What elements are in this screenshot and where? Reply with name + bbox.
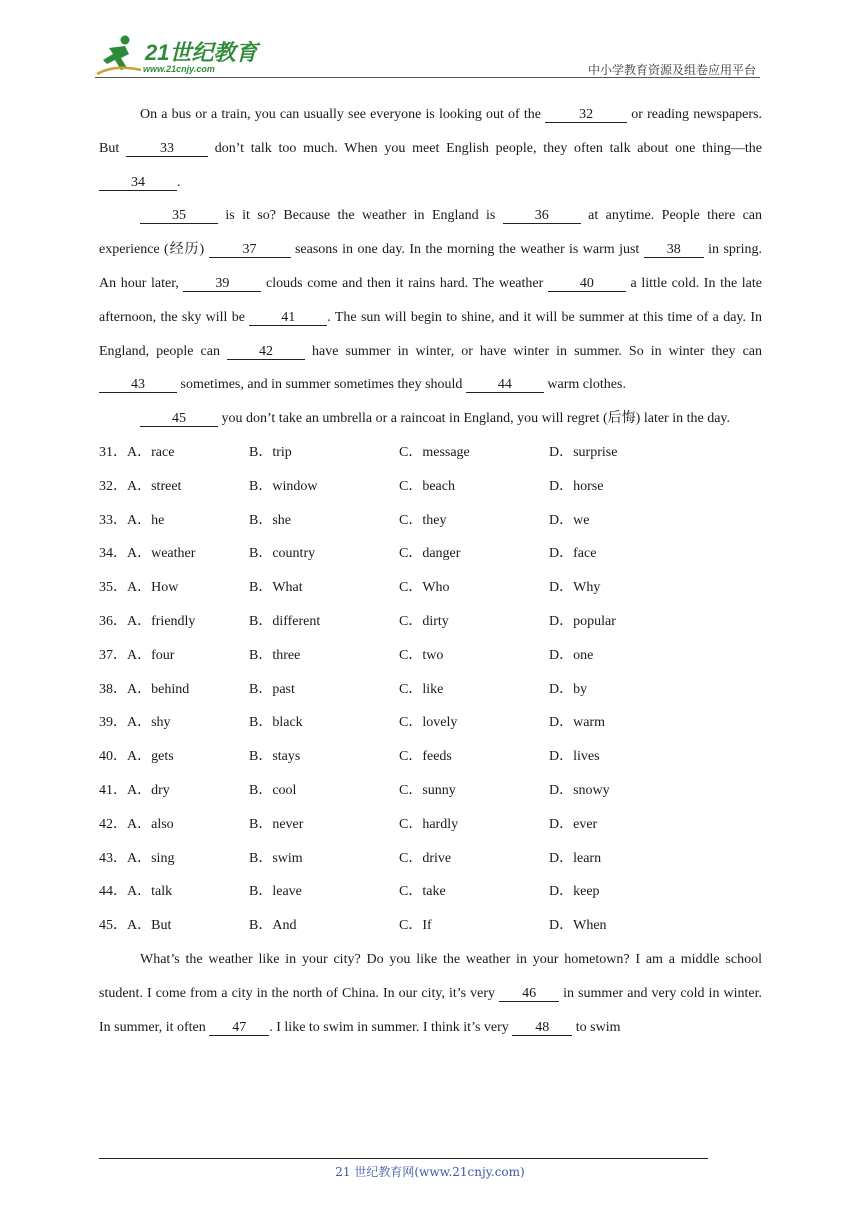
option-d: D．When bbox=[549, 918, 607, 934]
option-d: D．face bbox=[549, 546, 597, 562]
question-number: 33． bbox=[99, 512, 127, 528]
blank-44: 44 bbox=[466, 377, 544, 393]
option-c: C．two bbox=[399, 647, 444, 663]
passage-text: seasons in one day. In the morning the weather is warm just bbox=[290, 242, 644, 258]
paragraph bbox=[99, 199, 762, 402]
question-number: 36． bbox=[99, 613, 127, 629]
question-row bbox=[99, 909, 762, 943]
blank-36: 36 bbox=[503, 208, 581, 224]
blank-43: 43 bbox=[99, 377, 177, 393]
option-c: C．danger bbox=[399, 546, 461, 562]
option-a bbox=[99, 774, 170, 808]
question-row bbox=[99, 436, 762, 470]
option-a-text: A．weather bbox=[127, 546, 196, 562]
passage-text: a little cold. In the late afternoon, the sky will be bbox=[99, 275, 762, 325]
passage-text: is it so? Because the weather in England is bbox=[218, 208, 503, 224]
passage-text: or reading newspapers. But bbox=[99, 107, 763, 156]
option-a-text: A．dry bbox=[127, 782, 170, 798]
page-header bbox=[95, 30, 760, 78]
option-a bbox=[99, 740, 174, 774]
blank-41: 41 bbox=[249, 310, 327, 326]
question-number: 32． bbox=[99, 478, 127, 494]
option-d: D．ever bbox=[549, 816, 598, 832]
passage-2 bbox=[99, 943, 762, 1044]
passage-text: . I like to swim in summer. I think it’s very bbox=[269, 1019, 513, 1035]
option-a-text: A．friendly bbox=[127, 613, 196, 629]
option-c: C．dirty bbox=[399, 613, 449, 629]
option-c: C．they bbox=[399, 512, 447, 528]
option-a bbox=[99, 605, 195, 639]
passage-text: On a bus or a train, you can usually see everyone is looking out of the bbox=[140, 107, 546, 122]
option-d: D．learn bbox=[549, 850, 602, 866]
passage-text: warm clothes. bbox=[543, 377, 626, 393]
option-c: C．message bbox=[399, 444, 470, 460]
paragraph bbox=[99, 402, 762, 436]
question-number: 38． bbox=[99, 681, 127, 697]
question-row bbox=[99, 470, 762, 504]
option-a bbox=[99, 909, 171, 943]
option-b: B．swim bbox=[249, 850, 303, 866]
option-d: D．by bbox=[549, 681, 588, 697]
option-a bbox=[99, 537, 195, 571]
option-d: D．one bbox=[549, 647, 594, 663]
option-b: B．stays bbox=[249, 749, 301, 765]
blank-46: 46 bbox=[499, 986, 559, 1002]
option-b: B．cool bbox=[249, 782, 297, 798]
blank-42: 42 bbox=[227, 344, 305, 360]
option-d: D．horse bbox=[549, 478, 604, 494]
header-divider bbox=[95, 77, 760, 78]
option-c: C．hardly bbox=[399, 816, 459, 832]
option-c: C．sunny bbox=[399, 782, 456, 798]
option-a bbox=[99, 842, 174, 876]
question-number: 34． bbox=[99, 546, 127, 562]
question-row bbox=[99, 504, 762, 538]
passage-text: What’s the weather like in your city? Do you like the weather in your hometown? I am a middle school student. I come from a city in the north of China. In our city, it’s very bbox=[99, 951, 762, 1001]
blank-35: 35 bbox=[140, 208, 218, 224]
question-row bbox=[99, 571, 762, 605]
option-c: C．If bbox=[399, 918, 432, 934]
passage-text: to swim bbox=[572, 1019, 621, 1035]
option-d: D．we bbox=[549, 512, 590, 528]
option-a bbox=[99, 808, 174, 842]
question-number: 39． bbox=[99, 715, 127, 731]
question-row bbox=[99, 706, 762, 740]
option-a-text: A．talk bbox=[127, 884, 173, 900]
option-a-text: A．gets bbox=[127, 749, 174, 765]
option-b: B．trip bbox=[249, 444, 292, 460]
option-b: B．leave bbox=[249, 884, 302, 900]
option-a-text: A．street bbox=[127, 478, 182, 494]
question-number: 42． bbox=[99, 816, 127, 832]
header-platform-title: 中小学教育资源及组卷应用平台 bbox=[587, 63, 756, 77]
passage-text: in spring. An hour later, bbox=[99, 242, 762, 291]
options-list bbox=[99, 436, 762, 943]
option-b: B．past bbox=[249, 681, 295, 697]
option-b: B．And bbox=[249, 918, 297, 934]
question-row bbox=[99, 639, 762, 673]
blank-47: 47 bbox=[209, 1020, 269, 1036]
paragraph bbox=[99, 98, 762, 199]
footer-text: 21 世纪教育网(www.21cnjy.com) bbox=[335, 1165, 525, 1179]
blank-40: 40 bbox=[548, 276, 626, 292]
option-a-text: A．he bbox=[127, 512, 165, 528]
option-b: B．different bbox=[249, 613, 321, 629]
option-d: D．surprise bbox=[549, 444, 618, 460]
passage-text: don’t talk too much. When you meet English people, they often talk about one thing—the bbox=[207, 140, 763, 156]
footer-divider bbox=[99, 1158, 708, 1159]
option-a-text: A．behind bbox=[127, 681, 190, 697]
document-body bbox=[99, 98, 762, 1044]
option-a-text: A．also bbox=[127, 816, 174, 832]
option-d: D．popular bbox=[549, 613, 616, 629]
option-d: D．Why bbox=[549, 580, 601, 596]
question-number: 45． bbox=[99, 918, 127, 934]
passage-1 bbox=[99, 98, 762, 436]
logo-text: 21世纪教育 bbox=[145, 40, 258, 65]
option-b: B．country bbox=[249, 546, 316, 562]
question-row bbox=[99, 740, 762, 774]
option-b: B．she bbox=[249, 512, 291, 528]
passage-text: you don’t take an umbrella or a raincoat in England, you will regret (后悔) later in the day. bbox=[218, 411, 731, 427]
question-number: 31． bbox=[99, 444, 127, 460]
option-d: D．warm bbox=[549, 715, 605, 731]
option-a-text: A．four bbox=[127, 647, 175, 663]
option-a bbox=[99, 673, 189, 707]
question-number: 41． bbox=[99, 782, 127, 798]
question-number: 43． bbox=[99, 850, 127, 866]
passage-text: sometimes, and in summer sometimes they should bbox=[177, 377, 466, 393]
question-number: 44． bbox=[99, 884, 127, 900]
option-a-text: A．sing bbox=[127, 850, 175, 866]
question-row bbox=[99, 537, 762, 571]
question-number: 40． bbox=[99, 749, 127, 765]
blank-32: 32 bbox=[545, 107, 627, 123]
passage-text: have summer in winter, or have winter in summer. So in winter they can bbox=[304, 343, 762, 359]
option-d: D．lives bbox=[549, 749, 600, 765]
blank-38: 38 bbox=[644, 242, 704, 258]
logo-url: www.21cnjy.com bbox=[143, 64, 215, 74]
option-d: D．snowy bbox=[549, 782, 610, 798]
question-number: 37． bbox=[99, 647, 127, 663]
option-a bbox=[99, 470, 181, 504]
blank-39: 39 bbox=[183, 276, 261, 292]
option-a bbox=[99, 639, 174, 673]
option-b: B．three bbox=[249, 647, 301, 663]
blank-45: 45 bbox=[140, 411, 218, 427]
option-b: B．never bbox=[249, 816, 304, 832]
question-number: 35． bbox=[99, 580, 127, 596]
question-row bbox=[99, 808, 762, 842]
runner-logo-icon bbox=[95, 34, 143, 78]
question-row bbox=[99, 875, 762, 909]
option-c: C．lovely bbox=[399, 715, 458, 731]
option-c: C．Who bbox=[399, 580, 450, 596]
option-c: C．like bbox=[399, 681, 444, 697]
passage-text: clouds come and then it rains hard. The weather bbox=[261, 275, 548, 291]
question-row bbox=[99, 673, 762, 707]
option-a bbox=[99, 706, 171, 740]
option-a-text: A．race bbox=[127, 444, 175, 460]
passage-text: . bbox=[177, 174, 181, 190]
question-row bbox=[99, 605, 762, 639]
blank-33: 33 bbox=[126, 141, 208, 157]
option-a bbox=[99, 504, 164, 538]
option-b: B．What bbox=[249, 580, 303, 596]
option-b: B．window bbox=[249, 478, 318, 494]
option-c: C．drive bbox=[399, 850, 452, 866]
option-c: C．beach bbox=[399, 478, 455, 494]
option-a bbox=[99, 436, 174, 470]
passage-text: in summer and very cold in winter. In summer, it often bbox=[99, 985, 762, 1035]
option-d: D．keep bbox=[549, 884, 600, 900]
option-a-text: A．How bbox=[127, 580, 179, 596]
question-row bbox=[99, 774, 762, 808]
option-c: C．feeds bbox=[399, 749, 452, 765]
question-row bbox=[99, 842, 762, 876]
option-b: B．black bbox=[249, 715, 303, 731]
option-a bbox=[99, 571, 178, 605]
blank-37: 37 bbox=[209, 242, 291, 258]
option-a-text: A．But bbox=[127, 918, 172, 934]
site-logo bbox=[95, 34, 260, 78]
blank-48: 48 bbox=[512, 1020, 572, 1036]
option-c: C．take bbox=[399, 884, 446, 900]
passage-text: . The sun will begin to shine, and it will be summer at this time of a day. In England, people can bbox=[99, 309, 763, 359]
option-a-text: A．shy bbox=[127, 715, 171, 731]
passage-text: at anytime. People there can experience (经历) bbox=[99, 208, 762, 258]
blank-34: 34 bbox=[99, 175, 177, 191]
option-a bbox=[99, 875, 172, 909]
